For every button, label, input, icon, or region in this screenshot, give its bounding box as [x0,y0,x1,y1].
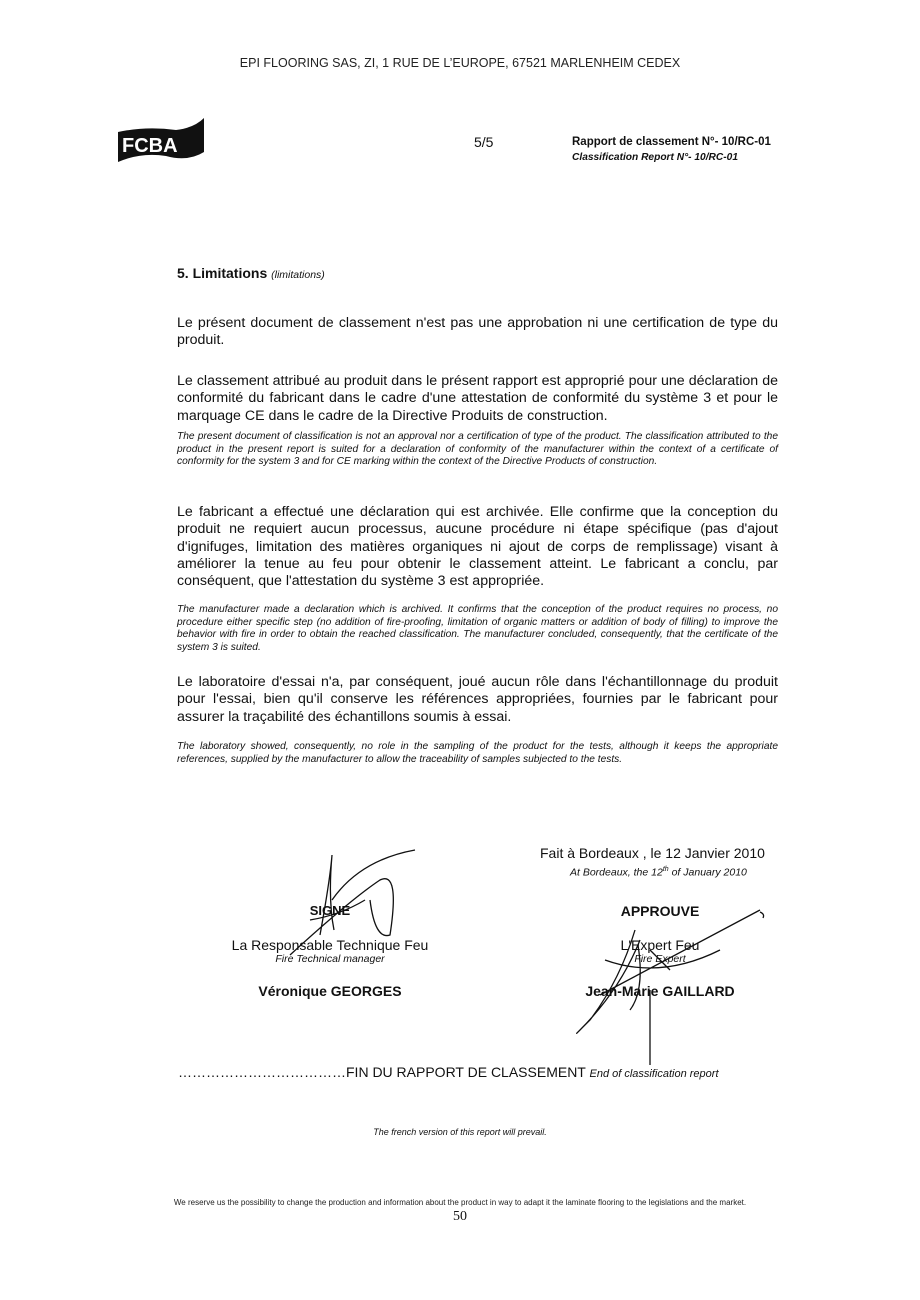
section-heading [177,265,325,281]
footer-page-number: 50 [453,1209,467,1224]
paragraph-fr-3: Le fabricant a effectué une déclaration qui est archivée. Elle confirme que la conception du produit ne requiert aucun processus, aucune procédure ni étape spécifique (pas d'ajout d'ignifuges, limitation des matières organiques ni ajout de corps de remplissage) visant à améliorer la tenue au feu pour obtenir le classement atteint. Le fabricant a conclu, par conséquent, que l'attestation du système 3 est appropriée. [177,504,778,590]
section-title: 5. Limitations [177,265,268,281]
paragraph-fr-2: Le classement attribué au produit dans le présent rapport est approprié pour une déclaration de conformité du fabricant dans le cadre d'une attestation de conformité du système 3 et pour le marquage CE dans le cadre de la Directive Produits de construction. [177,373,778,424]
paragraph-en-3: The laboratory showed, consequently, no role in the sampling of the product for the tests, although it keeps the appropriate references, supplied by the manufacturer to allow the traceability of samples subjected to the tests. [177,741,778,765]
left-role-fr: La Responsable Technique Feu [231,937,429,953]
section-subtitle: (limitations) [271,269,325,281]
left-stamp: SIGNE [309,903,351,918]
date-fr: Fait à Bordeaux , le 12 Janvier 2010 [540,845,765,861]
right-stamp: APPROUVE [620,903,700,919]
fcba-logo [116,118,206,164]
date-en-text-end: of January 2010 [668,866,747,879]
end-of-report-en: End of classification report [589,1068,719,1080]
date-en-text: At Bordeaux, the 12 [570,866,663,879]
left-name: Véronique GEORGES [258,983,402,999]
left-role-en: Fire Technical manager [275,953,385,965]
right-role-en: Fire Expert [634,953,686,965]
end-of-report [178,1064,719,1080]
paragraph-en-1: The present document of classification is not an approval nor a certification of type of the product. The classification attributed to the product in the present report is suited for a declaration of conformity of the manufacturer within the context of a certificate of conformity for the system 3 and for CE marking within the context of the Directive Products of construction. [177,431,778,468]
svg-text:FCBA: FCBA [122,135,178,157]
report-title-en: Classification Report N°- 10/RC-01 [572,152,738,163]
right-role-fr: L'Expert Feu [620,937,700,953]
report-reference [572,132,920,165]
end-of-report-fr: ………………………………FIN DU RAPPORT DE CLASSEMENT [178,1064,586,1080]
company-address-header: EPI FLOORING SAS, ZI, 1 RUE DE L’EUROPE, 67521 MARLENHEIM CEDEX [239,56,681,70]
date-en [570,866,747,879]
paragraph-en-2: The manufacturer made a declaration which is archived. It confirms that the conception of the product requires no process, no procedure either specific step (no addition of fire-proofing, limitation of organic matters or addition of body of filling) to improve the behavior with fire in order to obtain the reached classification. The manufacturer concluded, consequently, that the certificate of the system 3 is suited. [177,604,778,653]
paragraph-fr-1: Le présent document de classement n'est pas une approbation ni une certification de type du produit. [177,315,778,349]
paragraph-fr-4: Le laboratoire d'essai n'a, par conséquent, joué aucun rôle dans l'échantillonnage du produit pour l'essai, bien qu'il conserve les références appropriées, fournies par le fabricant pour assurer la traçabilité des échantillons soumis à essai. [177,674,778,725]
page-indicator: 5/5 [474,134,494,150]
right-name: Jean-Marie GAILLARD [585,983,735,999]
footer-disclaimer: We reserve us the possibility to change the production and information about the product in way to adapt it the laminate flooring to the legislations and the market. [173,1198,747,1207]
date-en-sup: th [662,866,669,873]
report-title-fr: Rapport de classement N°- 10/RC-01 [572,136,771,148]
language-prevail-note: The french version of this report will prevail. [373,1127,547,1137]
